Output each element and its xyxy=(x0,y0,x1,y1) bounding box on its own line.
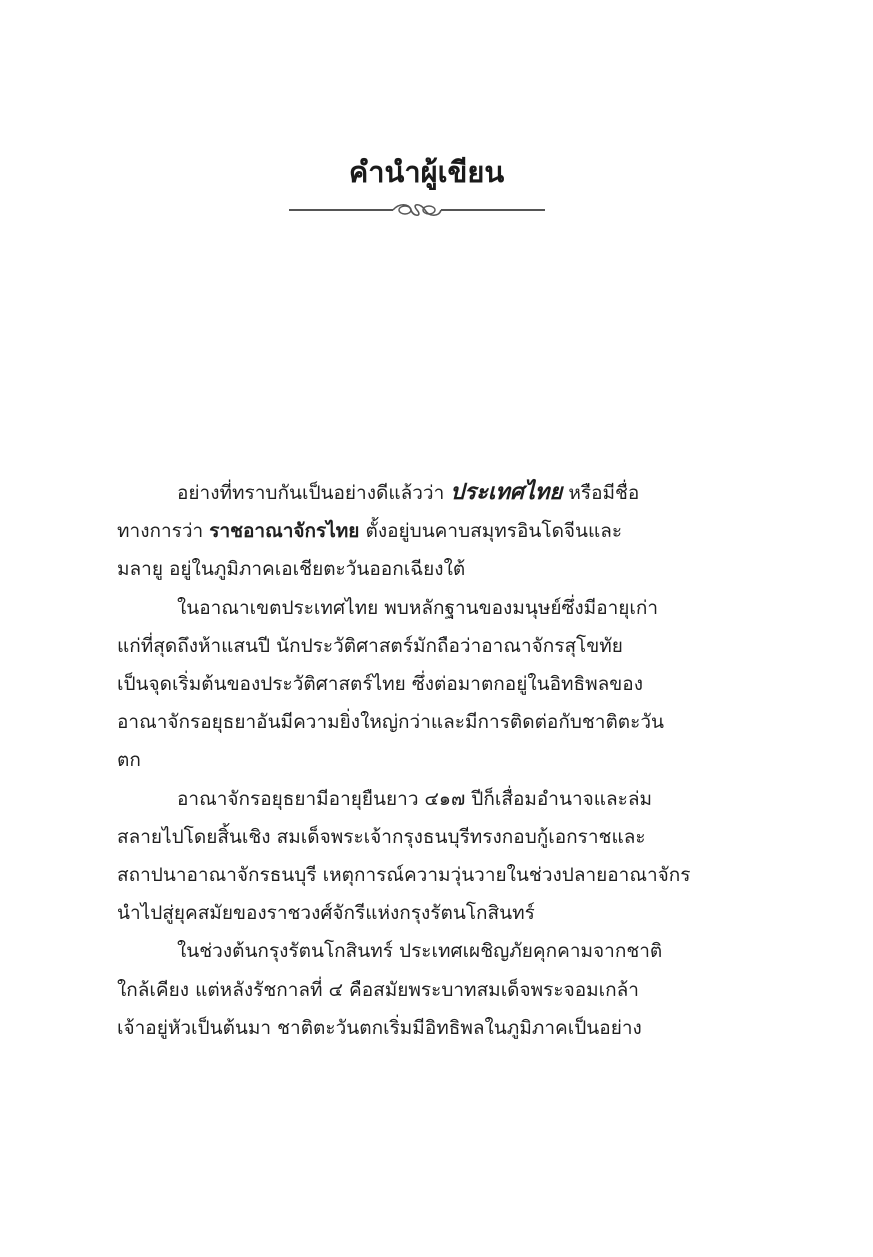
text-segment: อาณาจักรอยุธยาอันมีความยิ่งใหญ่กว่าและมีการติดต่อกับชาติตะวัน xyxy=(117,711,664,734)
text-line xyxy=(117,550,717,588)
text-segment: หรือมีชื่อ xyxy=(562,482,640,504)
text-segment: ในช่วงต้นกรุงรัตนโกสินทร์ ประเทศเผชิญภัยคุกคามจากชาติ xyxy=(177,940,663,963)
text-segment: นำไปสู่ยุคสมัยของราชวงศ์จักรีแห่งกรุงรัตนโกสินทร์ xyxy=(117,902,535,925)
text-line xyxy=(117,474,717,512)
text-line xyxy=(117,512,717,550)
text-segment: อาณาจักรอยุธยามีอายุยืนยาว ๔๑๗ ปีก็เสื่อมอำนาจและล่ม xyxy=(177,787,653,810)
text-segment: ในอาณาเขตประเทศไทย พบหลักฐานของมนุษย์ซึ่งมีอายุเก่า xyxy=(177,596,659,619)
text-line xyxy=(117,1009,717,1047)
preface-body xyxy=(117,474,717,1047)
text-line xyxy=(117,627,717,665)
paragraph xyxy=(117,589,717,780)
text-segment: สถาปนาอาณาจักรธนบุรี เหตุการณ์ความวุ่นวายในช่วงปลายอาณาจักร xyxy=(117,864,691,887)
text-line xyxy=(117,741,717,779)
text-line xyxy=(117,818,717,856)
text-line xyxy=(117,932,717,970)
text-line xyxy=(117,780,717,818)
text-segment: อย่างที่ทราบกันเป็นอย่างดีแล้วว่า xyxy=(177,482,451,504)
text-segment: แก่ที่สุดถึงห้าแสนปี นักประวัติศาสตร์มักถือว่าอาณาจักรสุโขทัย xyxy=(117,634,623,657)
paragraph xyxy=(117,780,717,933)
text-line xyxy=(117,971,717,1009)
text-segment: มลายู อยู่ในภูมิภาคเอเชียตะวันออกเฉียงใต้ xyxy=(117,558,466,581)
text-segment: ทางการว่า xyxy=(117,520,210,543)
text-line xyxy=(117,894,717,932)
text-segment: ตั้งอยู่บนคาบสมุทรอินโดจีนและ xyxy=(359,520,623,543)
emphasized-term: ราชอาณาจักรไทย xyxy=(209,520,360,543)
text-segment: สลายไปโดยสิ้นเชิง สมเด็จพระเจ้ากรุงธนบุรีทรงกอบกู้เอกราชและ xyxy=(117,825,646,848)
text-line xyxy=(117,703,717,741)
emphasized-term: ประเทศไทย xyxy=(450,480,563,505)
text-segment: เจ้าอยู่หัวเป็นต้นมา ชาติตะวันตกเริ่มมีอิทธิพลในภูมิภาคเป็นอย่าง xyxy=(117,1016,642,1039)
paragraph xyxy=(117,932,717,1047)
page-title: คำนำผู้เขียน xyxy=(348,155,505,189)
text-line xyxy=(117,589,717,627)
text-segment: ตก xyxy=(117,749,141,772)
scroll-flourish-icon xyxy=(289,202,545,218)
text-line xyxy=(117,856,717,894)
text-line xyxy=(117,665,717,703)
text-segment: เป็นจุดเริ่มต้นของประวัติศาสตร์ไทย ซึ่งต่อมาตกอยู่ในอิทธิพลของ xyxy=(117,673,643,696)
paragraph xyxy=(117,474,717,589)
text-segment: ใกล้เคียง แต่หลังรัชกาลที่ ๔ คือสมัยพระบาทสมเด็จพระจอมเกล้า xyxy=(117,978,639,1001)
